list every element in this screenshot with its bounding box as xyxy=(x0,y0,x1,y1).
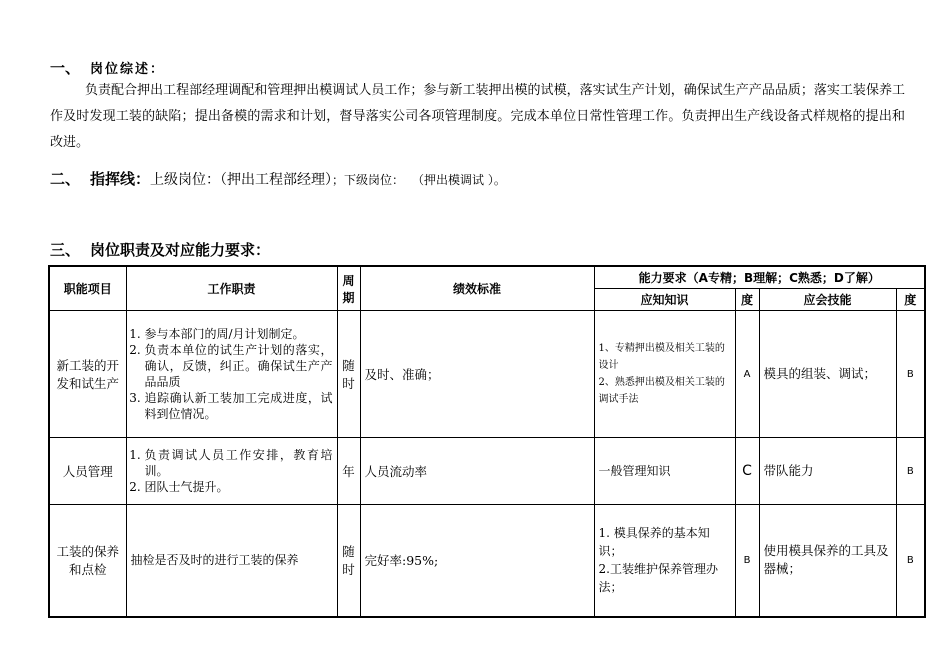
duty-item: 1. 负责调试人员工作安排，教育培训。 xyxy=(145,447,333,479)
superior-position: （押出工程部经理） xyxy=(220,172,333,188)
knowledge-degree-cell: B xyxy=(735,505,759,617)
knowledge-cell xyxy=(594,505,735,617)
knowledge-item: 一般管理知识 xyxy=(598,464,671,478)
header-function: 职能项目 xyxy=(49,266,126,311)
header-performance: 绩效标准 xyxy=(360,266,594,311)
skill-cell: 模具的组装、调试； xyxy=(759,311,896,438)
skill-degree-cell: B xyxy=(896,505,925,617)
job-summary-text: 负责配合押出工程部经理调配和管理押出模调试人员工作；参与新工装押出模的试模，落实试生产计划，确保试生产产品品质；落实工装保养工作及时发现工装的缺陷；提出备模的需求和计划，督导落实公司各项管理制度。完成本单位日常性管理工作。负责押出生产线设备式样规格的提出和改进。 xyxy=(50,83,905,150)
header-skill-degree: 度 xyxy=(896,289,925,311)
skill-cell: 使用模具保养的工具及器械； xyxy=(759,505,896,617)
header-knowledge: 应知知识 xyxy=(594,289,735,311)
duty-item: 2. 团队士气提升。 xyxy=(145,479,333,495)
table-row xyxy=(49,505,925,617)
table-row xyxy=(49,311,925,438)
duties-cell: 抽检是否及时的进行工装的保养 xyxy=(126,505,337,617)
knowledge-degree-cell: A xyxy=(735,311,759,438)
header-skill: 应会技能 xyxy=(759,289,896,311)
section-2-number: 二、 xyxy=(50,170,81,188)
performance-cell: 完好率:95%; xyxy=(360,505,594,617)
subordinate-position: （押出模调试 ）。 xyxy=(418,173,506,187)
duty-table xyxy=(48,265,926,618)
cycle-cell: 随时 xyxy=(337,311,360,438)
header-cycle: 周期 xyxy=(337,266,360,311)
duties-cell xyxy=(126,438,337,505)
performance-cell: 及时、准确； xyxy=(360,311,594,438)
function-cell: 人员管理 xyxy=(49,438,126,505)
knowledge-item: 2.工装维护保养管理办法； xyxy=(598,562,718,595)
superior-label: 上级岗位： xyxy=(150,172,221,188)
duty-item: 3. 追踪确认新工装加工完成进度，试料到位情况。 xyxy=(145,390,333,422)
performance-cell: 人员流动率 xyxy=(360,438,594,505)
section-3-title xyxy=(50,239,270,260)
knowledge-item: 2、熟悉押出模及相关工装的调试手法 xyxy=(598,377,725,405)
duty-item: 2. 负责本单位的试生产计划的落实，确认，反馈，纠正。确保试生产产品品质 xyxy=(145,342,333,390)
section-1-label: 岗位综述： xyxy=(90,62,166,77)
cycle-cell: 随时 xyxy=(337,505,360,617)
knowledge-degree-cell: C xyxy=(735,438,759,505)
duties-cell xyxy=(126,311,337,438)
header-duty: 工作职责 xyxy=(126,266,337,311)
skill-cell: 带队能力 xyxy=(759,438,896,505)
section-3-number: 三、 xyxy=(50,241,81,259)
knowledge-cell xyxy=(594,438,735,505)
cycle-cell: 年 xyxy=(337,438,360,505)
knowledge-item: 1. 模具保养的基本知识； xyxy=(598,526,710,559)
knowledge-item: 1、专精押出模及相关工装的设计 xyxy=(598,343,725,371)
knowledge-cell xyxy=(594,311,735,438)
function-cell: 工装的保养和点检 xyxy=(49,505,126,617)
section-1-number: 一、 xyxy=(50,59,81,77)
section-2-title xyxy=(50,168,506,189)
function-cell: 新工装的开发和试生产 xyxy=(49,311,126,438)
table-row xyxy=(49,438,925,505)
section-1-title xyxy=(50,57,165,78)
header-ability: 能力要求（A专精；B理解；C熟悉；D了解） xyxy=(594,266,925,289)
section-2-label: 指挥线： xyxy=(90,170,151,188)
header-knowledge-degree: 度 xyxy=(735,289,759,311)
subordinate-label: ；下级岗位： xyxy=(332,173,405,187)
skill-degree-cell: B xyxy=(896,438,925,505)
duty-item: 1. 参与本部门的周/月计划制定。 xyxy=(145,326,333,342)
skill-degree-cell: B xyxy=(896,311,925,438)
section-3-label: 岗位职责及对应能力要求： xyxy=(90,241,271,259)
